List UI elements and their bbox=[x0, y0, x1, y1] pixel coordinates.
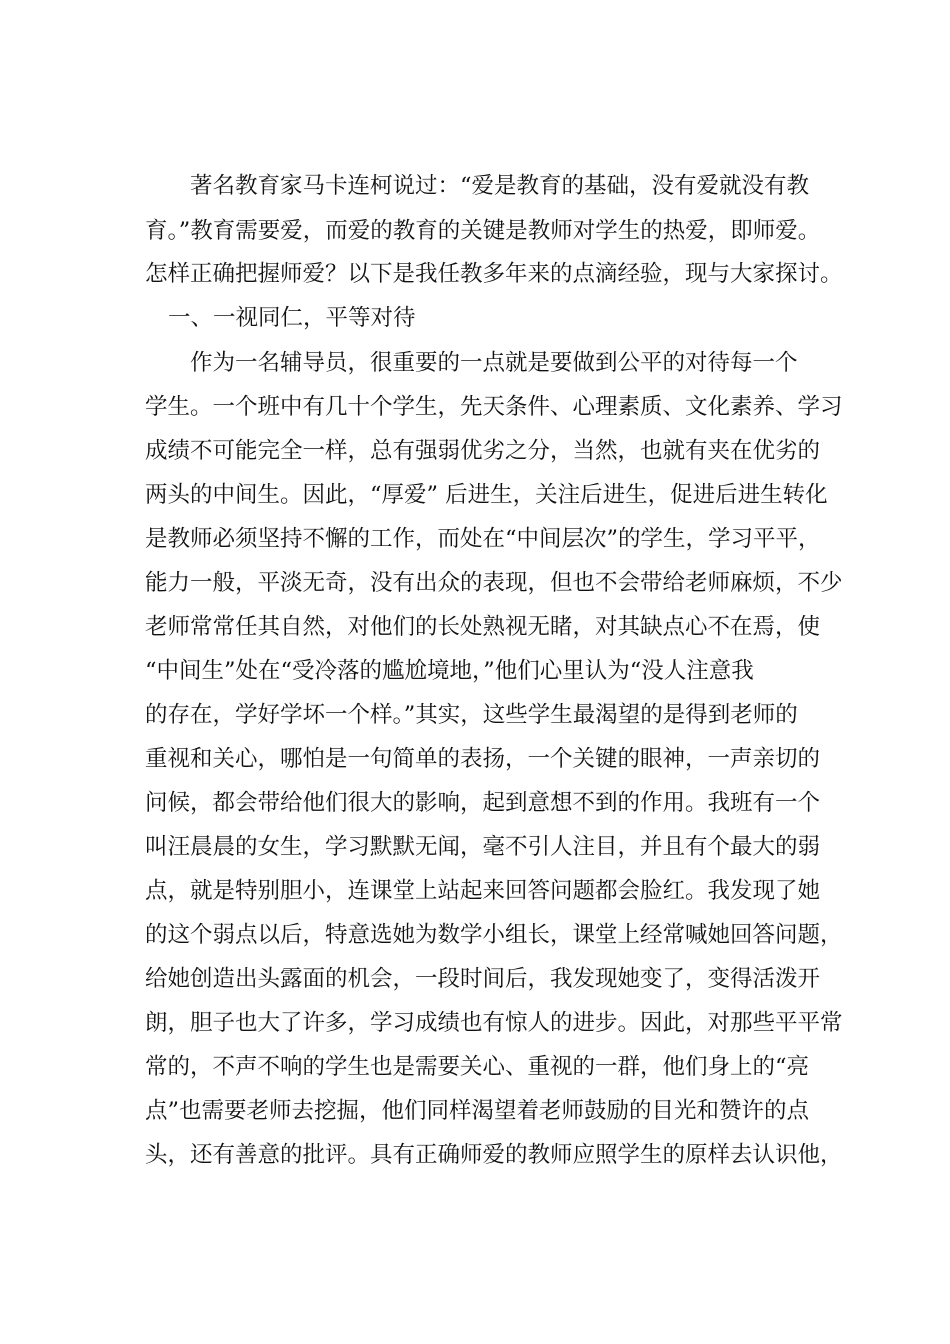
paragraph-1-line-1: 著名教育家马卡连柯说过：“爱是教育的基础，没有爱就没有教 bbox=[190, 173, 810, 199]
paragraph-2-line-3: 成绩不可能完全一样，总有强弱优劣之分，当然，也就有夹在优劣的 bbox=[145, 438, 821, 464]
paragraph-2-line-13: 点，就是特别胆小，连课堂上站起来回答问题都会脸红。我发现了她 bbox=[145, 878, 821, 904]
paragraph-2-line-9: 的存在，学好学坏一个样。”其实，这些学生最渴望的是得到老师的 bbox=[145, 702, 798, 728]
paragraph-2-line-14: 的这个弱点以后，特意选她为数学小组长，课堂上经常喊她回答问题， bbox=[145, 922, 843, 948]
section-heading: 一、一视同仁，平等对待 bbox=[168, 305, 416, 331]
paragraph-2-line-15: 给她创造出头露面的机会，一段时间后，我发现她变了，变得活泼开 bbox=[145, 966, 821, 992]
paragraph-2-line-6: 能力一般，平淡无奇，没有出众的表现，但也不会带给老师麻烦，不少 bbox=[145, 570, 843, 596]
paragraph-2-line-10: 重视和关心，哪怕是一句简单的表扬，一个关键的眼神，一声亲切的 bbox=[145, 746, 821, 772]
paragraph-2-line-2: 学生。一个班中有几十个学生，先天条件、心理素质、文化素养、学习 bbox=[145, 394, 843, 420]
paragraph-1-line-3: 怎样正确把握师爱？以下是我任教多年来的点滴经验，现与大家探讨。 bbox=[145, 261, 843, 287]
paragraph-2-line-1: 作为一名辅导员，很重要的一点就是要做到公平的对待每一个 bbox=[190, 350, 798, 376]
paragraph-2-line-12: 叫汪晨晨的女生，学习默默无闻，毫不引人注目，并且有个最大的弱 bbox=[145, 834, 821, 860]
paragraph-2-line-11: 问候，都会带给他们很大的影响，起到意想不到的作用。我班有一个 bbox=[145, 790, 821, 816]
paragraph-2-line-16: 朗，胆子也大了许多，学习成绩也有惊人的进步。因此，对那些平平常 bbox=[145, 1010, 843, 1036]
paragraph-2-line-5: 是教师必须坚持不懈的工作，而处在“中间层次”的学生，学习平平， bbox=[145, 526, 821, 552]
paragraph-2-line-19: 头，还有善意的批评。具有正确师爱的教师应照学生的原样去认识他， bbox=[145, 1142, 843, 1168]
paragraph-2-line-4: 两头的中间生。因此，“厚爱” 后进生，关注后进生，促进后进生转化 bbox=[145, 482, 828, 508]
paragraph-2-line-8: “中间生”处在“受冷落的尴尬境地，”他们心里认为“没人注意我 bbox=[145, 658, 754, 684]
paragraph-2-line-7: 老师常常任其自然，对他们的长处熟视无睹，对其缺点心不在焉，使 bbox=[145, 614, 821, 640]
paragraph-1-line-2: 育。”教育需要爱，而爱的教育的关键是教师对学生的热爱，即师爱。 bbox=[145, 218, 821, 244]
paragraph-2-line-17: 常的，不声不响的学生也是需要关心、重视的一群，他们身上的“亮 bbox=[145, 1054, 810, 1080]
paragraph-2-line-18: 点”也需要老师去挖掘，他们同样渴望着老师鼓励的目光和赞许的点 bbox=[145, 1098, 810, 1124]
